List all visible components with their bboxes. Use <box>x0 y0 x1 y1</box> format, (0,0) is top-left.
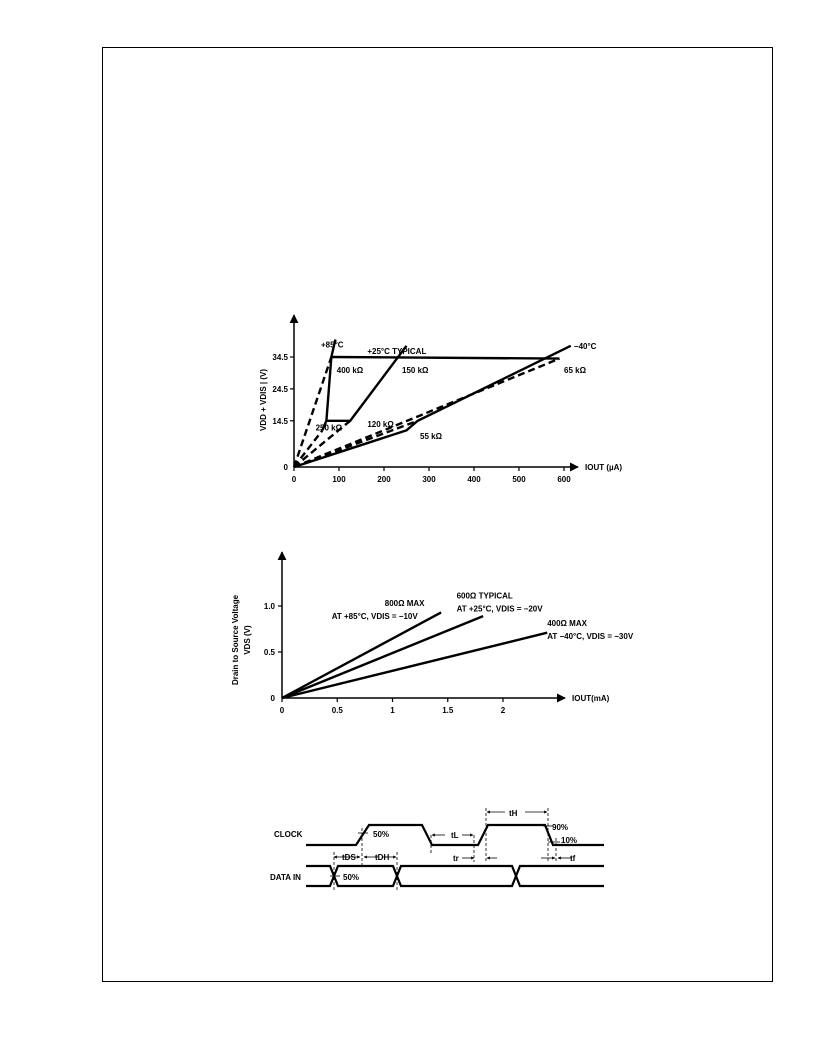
chart2-y-axis-label-2: VDS (V) <box>243 625 252 655</box>
chart-2-drain-source-voltage <box>231 552 634 715</box>
data-fifty-label: 50% <box>343 873 360 882</box>
tdh-label: tDH <box>375 853 390 862</box>
chart2-annotation: AT +25°C, VDIS = −20V <box>456 604 543 614</box>
chart2-annotation: 400Ω MAX <box>547 619 587 629</box>
chart1-x-tick-label: 0 <box>291 475 297 484</box>
chart2-y-tick-label: 0 <box>270 694 275 703</box>
chart1-annotation: 250 kΩ <box>315 423 343 433</box>
chart2-annotation: 600Ω TYPICAL <box>456 591 513 601</box>
tds-label: tDS <box>342 853 356 862</box>
chart-1-resistance-vs-current <box>259 315 622 484</box>
ten-label: 10% <box>561 836 578 845</box>
chart2-x-tick-label: 0 <box>279 706 285 715</box>
chart2-x-tick-label: 1 <box>390 706 395 715</box>
chart1-annotation: 65 kΩ <box>564 365 586 375</box>
chart1-series-line <box>322 339 335 430</box>
chart1-annotation: +25°C TYPICAL <box>367 346 427 356</box>
chart1-x-tick-label: 500 <box>512 475 526 484</box>
chart1-y-tick-label: 24.5 <box>272 384 288 394</box>
chart1-y-tick-label: 34.5 <box>272 353 288 362</box>
chart1-x-tick-label: 600 <box>557 475 571 484</box>
chart2-y-tick-label: 0.5 <box>263 648 275 657</box>
chart2-y-tick-label: 1.0 <box>263 602 275 611</box>
chart2-series-line <box>282 633 547 698</box>
ninety-label: 90% <box>552 823 569 832</box>
chart1-x-tick-label: 100 <box>332 475 346 484</box>
chart2-series-line <box>282 612 441 698</box>
tr-label: tr <box>453 854 459 863</box>
chart1-annotation: −40°C <box>573 342 597 352</box>
chart1-annotation: 400 kΩ <box>336 365 364 375</box>
chart1-x-tick-label: 200 <box>377 475 391 484</box>
chart1-annotation: 150 kΩ <box>402 365 429 375</box>
chart2-x-axis-label: IOUT(mA) <box>572 694 610 703</box>
chart2-annotation: AT −40°C, VDIS = −30V <box>547 632 634 642</box>
chart1-y-axis-label: VDD + VDIS | (V) <box>259 368 268 432</box>
chart2-x-tick-label: 0.5 <box>331 706 343 715</box>
chart1-annotation: 120 kΩ <box>367 420 394 430</box>
clock-signal-label: CLOCK <box>274 830 303 839</box>
chart1-y-tick-label: 14.5 <box>272 416 288 426</box>
chart1-annotation: +85°C <box>321 340 344 350</box>
chart2-x-tick-label: 2 <box>500 706 506 715</box>
chart1-x-tick-label: 300 <box>422 475 436 484</box>
clock-fifty-label: 50% <box>373 830 390 839</box>
th-label: tH <box>509 809 518 818</box>
chart1-x-axis-label: IOUT (µA) <box>585 463 623 472</box>
chart2-annotation: 800Ω MAX <box>384 599 425 608</box>
tl-label: tL <box>451 831 459 840</box>
tf-label: tf <box>570 854 576 863</box>
chart2-x-tick-label: 1.5 <box>442 706 454 715</box>
chart2-y-axis-label: Drain to Source Voltage <box>231 594 240 686</box>
chart2-annotation: AT +85°C, VDIS = −10V <box>331 611 418 621</box>
data-in-signal-label: DATA IN <box>270 873 301 882</box>
chart1-x-tick-label: 400 <box>467 475 481 484</box>
chart1-series-line <box>331 357 559 359</box>
chart1-annotation: 55 kΩ <box>420 431 442 441</box>
chart1-y-tick-label: 0 <box>283 463 288 472</box>
